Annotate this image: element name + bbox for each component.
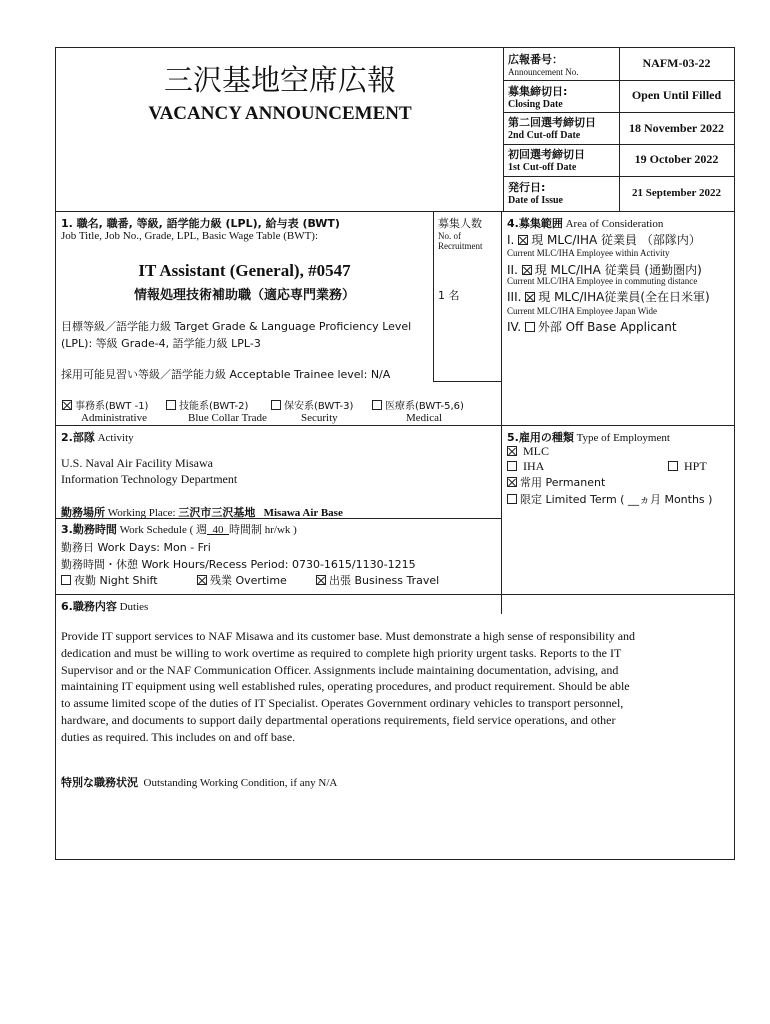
title-jp: 三沢基地空席広報 (163, 63, 396, 97)
job-title-jp: 情報処理技術補助職（適応専門業務） (133, 288, 355, 303)
category-medical-en: Medical (406, 412, 443, 424)
closing-date-value: Open Until Filled (631, 88, 722, 102)
duties-text: Provide IT support services to NAF Misawa and its customer base. Must demonstrate a high sense of responsibility and dedication and must be willing to work overtime as required to complete high priority urgent tasks. Reports to the IT Supervisor and or the NAF Communication Officer. Assignments include maintaining documentation, advising, and maintaining IT equipment using well established rules, operating procedures, and product requirement. Should be able to assume limited scope of the duties of IT Specialist. Operates Government ordinary vehicles to transport personnel, hardware, and documents to support daily departmental operations requirements, field service operations, and other duties as required. This includes on and off base. (61, 629, 636, 744)
first-cutoff-label: 初回選考締切日 1st Cut-off Date (508, 148, 585, 173)
announcement-no-label: 広報番号： Announcement No. (508, 53, 579, 77)
overtime: 残業 Overtime (197, 572, 287, 588)
business-travel: 出張 Business Travel (316, 572, 439, 588)
area-i-checkbox[interactable] (518, 235, 528, 245)
activity-line1: U.S. Naval Air Facility Misawa (61, 456, 213, 470)
area-option-i: I. 現 MLC/IHA 従業員 （部隊内） (507, 233, 701, 247)
area-option-iv: IV. 外部 Off Base Applicant (507, 320, 677, 334)
area-option-iii-sub: Current MLC/IHA Employee Japan Wide (507, 306, 657, 316)
job-title-en: IT Assistant (General), #0547 (138, 261, 351, 280)
admin-checkbox[interactable] (62, 400, 72, 410)
vacancy-form (55, 47, 735, 860)
recruitment-count: 1 名 (438, 289, 460, 302)
employment-permanent: 常用 Permanent (507, 474, 605, 490)
issue-date-label: 発行日: Date of Issue (508, 181, 563, 206)
sec2-label: 2.部隊 Activity (61, 431, 134, 444)
sec6-label: 6.職務内容 Duties (61, 600, 149, 613)
special-condition: 特別な職務状況 Outstanding Working Condition, if any N/A (61, 776, 338, 789)
employment-limited: 限定 Limited Term ( __ヵ月 Months ) (507, 491, 712, 507)
trainee-level: 採用可能見習い等級／語学能力級 Acceptable Trainee level: N/A (61, 368, 391, 381)
category-medical: 医療系(BWT-5,6) (372, 397, 464, 412)
employment-iha: IHA (507, 459, 544, 474)
working-place: 勤務場所 Working Place: 三沢市三沢基地 Misawa Air Base (61, 506, 343, 519)
sec5-label: 5.雇用の種類 Type of Employment (507, 431, 670, 444)
night-shift: 夜勤 Night Shift (61, 572, 158, 588)
hpt-checkbox[interactable] (668, 461, 678, 471)
area-option-ii-sub: Current MLC/IHA Employee in commuting distance (507, 276, 698, 286)
category-security: 保安系(BWT-3) (271, 397, 353, 412)
travel-checkbox[interactable] (316, 575, 326, 585)
category-admin: 事務系(BWT -1) (62, 397, 148, 412)
employment-hpt: HPT (668, 459, 707, 474)
category-blue-collar-en: Blue Collar Trade (188, 412, 267, 424)
announcement-no-value: NAFM-03-22 (642, 56, 711, 70)
area-option-i-sub: Current MLC/IHA Employee within Activity (507, 248, 670, 258)
area-iv-checkbox[interactable] (525, 322, 535, 332)
title-en: VACANCY ANNOUNCEMENT (148, 103, 412, 124)
sec1-label-en: Job Title, Job No., Grade, LPL, Basic Wage Table (BWT): (61, 230, 319, 242)
blue-collar-checkbox[interactable] (166, 400, 176, 410)
mlc-checkbox[interactable] (507, 446, 517, 456)
category-admin-en: Administrative (81, 412, 147, 424)
work-days: 勤務日 Work Days: Mon - Fri (61, 541, 211, 554)
employment-mlc: MLC (507, 444, 549, 459)
category-security-en: Security (301, 412, 338, 424)
target-grade-line1: 目標等級／語学能力級 Target Grade & Language Proficiency Level (61, 320, 412, 333)
area-ii-checkbox[interactable] (522, 265, 532, 275)
area-iii-checkbox[interactable] (525, 292, 535, 302)
sec3-label: 3.勤務時間 Work Schedule ( 週 40 時間制 hr/wk ) (61, 523, 297, 536)
overtime-checkbox[interactable] (197, 575, 207, 585)
limited-checkbox[interactable] (507, 494, 517, 504)
second-cutoff-label: 第二回選考締切日 2nd Cut-off Date (508, 116, 596, 141)
recruitment-label: 募集人数 No. of Recruitment (438, 217, 483, 251)
work-hours: 勤務時間・休憩 Work Hours/Recess Period: 0730-1615/1130-1215 (61, 558, 416, 571)
sec4-label: 4.募集範囲 Area of Consideration (507, 217, 664, 230)
security-checkbox[interactable] (271, 400, 281, 410)
night-shift-checkbox[interactable] (61, 575, 71, 585)
permanent-checkbox[interactable] (507, 477, 517, 487)
target-grade-line2: (LPL): 等級 Grade-4, 語学能力級 LPL-3 (61, 337, 261, 350)
sec1-label: 1. 職名, 職番, 等級, 語学能力級 (LPL), 給与表 (BWT) (61, 217, 340, 230)
iha-checkbox[interactable] (507, 461, 517, 471)
first-cutoff-value: 19 October 2022 (634, 152, 719, 166)
area-option-ii: II. 現 MLC/IHA 従業員 (通勤圏内) (507, 263, 702, 277)
issue-date-value: 21 September 2022 (631, 187, 721, 199)
medical-checkbox[interactable] (372, 400, 382, 410)
second-cutoff-value: 18 November 2022 (628, 121, 725, 135)
activity-line2: Information Technology Department (61, 472, 238, 486)
closing-date-label: 募集締切日: Closing Date (508, 85, 568, 110)
category-blue-collar: 技能系(BWT-2) (166, 397, 248, 412)
area-option-iii: III. 現 MLC/IHA従業員(全在日米軍) (507, 290, 710, 304)
